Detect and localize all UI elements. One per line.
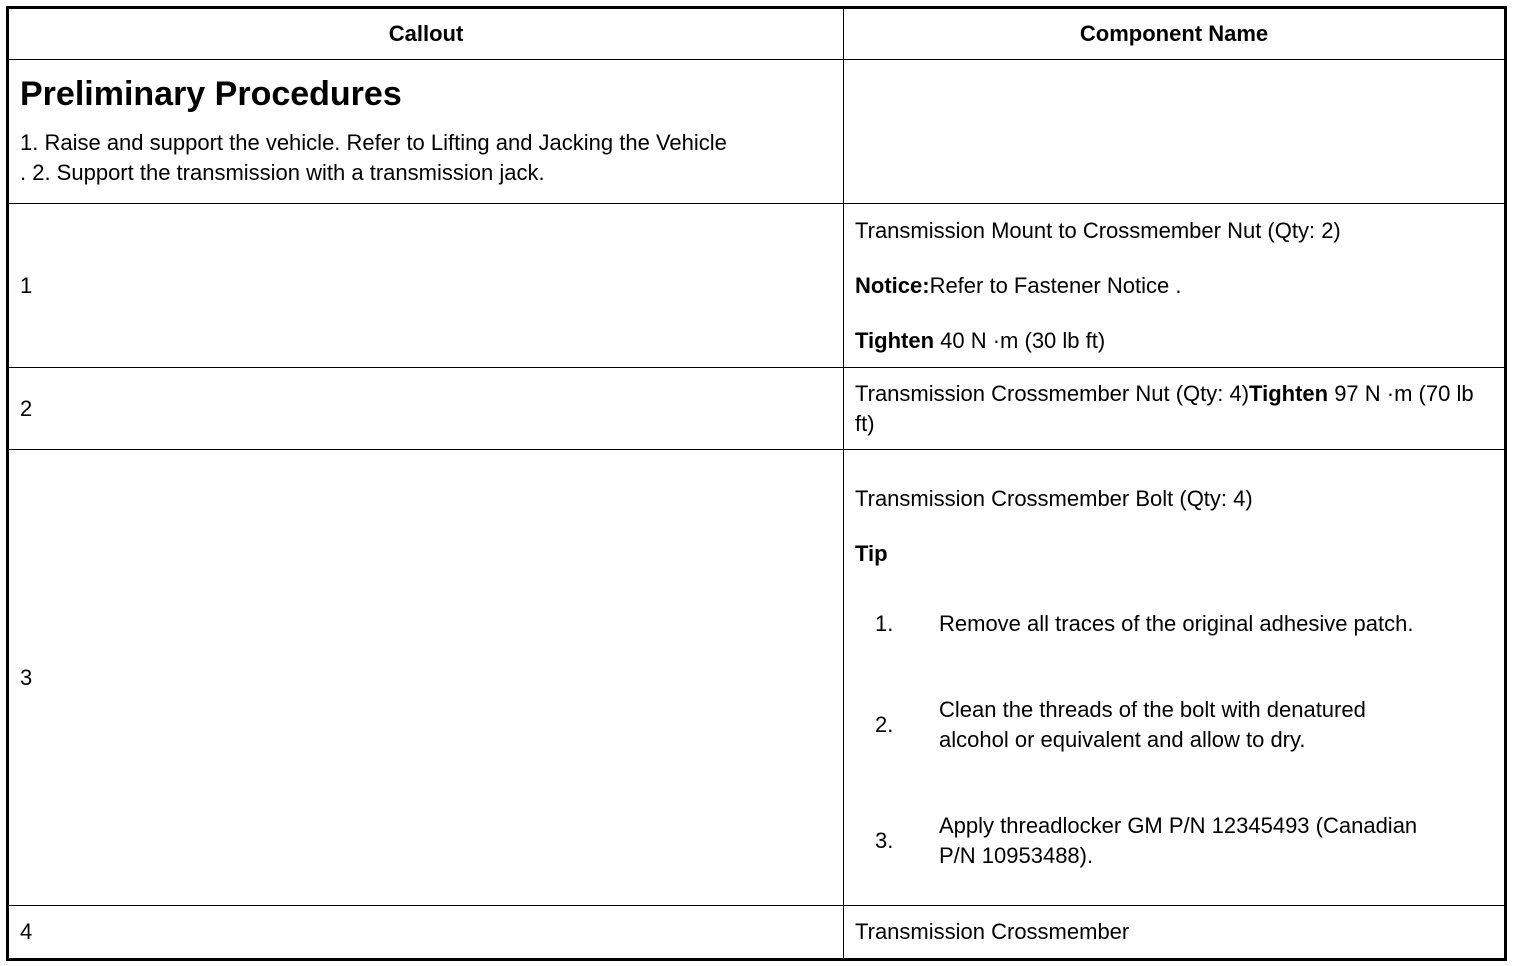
table-row bbox=[8, 450, 1506, 906]
component-name: Transmission Mount to Crossmember Nut (Qty: 2) bbox=[855, 217, 1341, 243]
callout-cell: 4 bbox=[8, 906, 844, 960]
callout-cell: 2 bbox=[8, 368, 844, 450]
preliminary-step-1: 1. Raise and support the vehicle. Refer to Lifting and Jacking the Vehicle bbox=[20, 130, 727, 155]
preliminary-title: Preliminary Procedures bbox=[20, 75, 402, 113]
component-name: Transmission Crossmember Nut (Qty: 4) bbox=[855, 380, 1250, 406]
callout-cell: 1 bbox=[8, 204, 844, 368]
tip-number: 2. bbox=[875, 712, 894, 737]
table-row bbox=[8, 368, 1506, 450]
preliminary-step-2: . 2. Support the transmission with a transmission jack. bbox=[20, 160, 545, 185]
notice-label: Notice: bbox=[855, 272, 930, 298]
callout-cell: 3 bbox=[8, 450, 844, 906]
tip-label: Tip bbox=[855, 541, 888, 566]
header-row bbox=[8, 8, 1506, 60]
notice-text: Refer to Fastener Notice . bbox=[929, 272, 1182, 298]
preliminary-empty-cell bbox=[844, 60, 1506, 204]
component-name: Transmission Crossmember Bolt (Qty: 4) bbox=[855, 486, 1253, 511]
tighten-line bbox=[855, 326, 1493, 356]
tighten-label: Tighten bbox=[1249, 380, 1329, 406]
header-callout: Callout bbox=[8, 8, 844, 60]
components-table bbox=[6, 6, 1507, 961]
tip-number: 3. bbox=[875, 828, 894, 853]
component-cell bbox=[844, 204, 1506, 368]
tip-text: Remove all traces of the original adhesive patch. bbox=[939, 611, 1414, 636]
tip-item bbox=[855, 695, 1493, 755]
tip-item bbox=[855, 811, 1493, 871]
notice-line bbox=[855, 271, 1493, 301]
tighten-value: 40 N ·m (30 lb ft) bbox=[934, 327, 1106, 353]
table-row bbox=[8, 204, 1506, 368]
tighten-value: 97 N ·m (70 lb ft) bbox=[855, 380, 1474, 436]
component-cell bbox=[844, 368, 1506, 450]
tip-item bbox=[855, 609, 1493, 639]
component-cell bbox=[844, 450, 1506, 906]
preliminary-row bbox=[8, 60, 1506, 204]
preliminary-cell bbox=[8, 60, 844, 204]
tighten-label: Tighten bbox=[855, 327, 935, 353]
table-row bbox=[8, 906, 1506, 960]
tip-list bbox=[855, 609, 1493, 871]
tip-text: Apply threadlocker GM P/N 12345493 (Canadian P/N 10953488). bbox=[939, 813, 1418, 868]
component-cell: Transmission Crossmember bbox=[844, 906, 1506, 960]
header-component-name: Component Name bbox=[844, 8, 1506, 60]
tip-text: Clean the threads of the bolt with denatured alcohol or equivalent and allow to dry. bbox=[939, 697, 1366, 752]
tip-number: 1. bbox=[875, 611, 894, 636]
